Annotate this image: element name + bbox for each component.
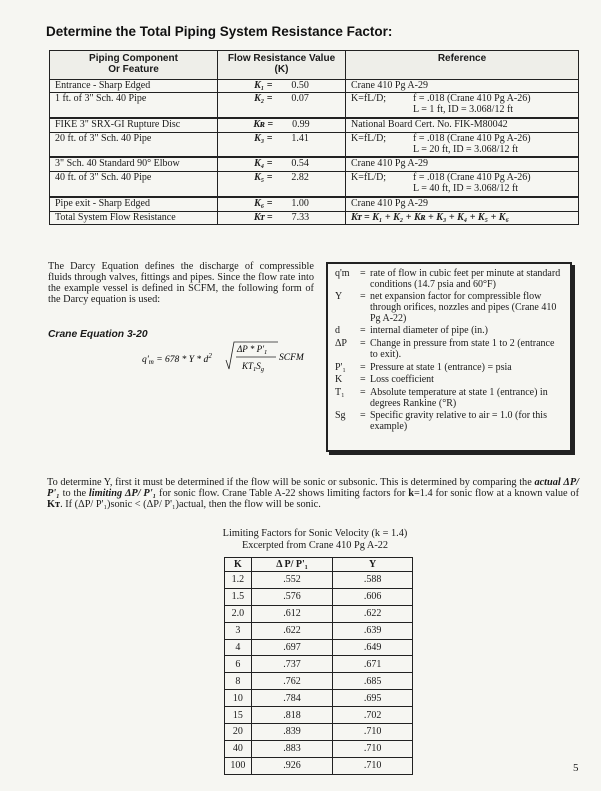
- para-part: to the: [59, 488, 89, 500]
- limiting-y-cell: .685: [333, 673, 413, 690]
- limiting-y-cell: .710: [333, 740, 413, 757]
- component-name: FIKE 3" SRX-GI Rupture Disc: [55, 118, 181, 130]
- limiting-y-cell: .695: [333, 690, 413, 707]
- sonic-paragraph: [47, 477, 579, 510]
- component-name: Entrance - Sharp Edged: [55, 79, 151, 91]
- reference-text: Crane 410 Pg A-29: [351, 158, 428, 170]
- component-name: 1 ft. of 3" Sch. 40 Pipe: [55, 93, 147, 105]
- legend-definition: net expansion factor for compressible flow through orifices, nozzles and pipes (Crane 410 Pg A-22): [370, 291, 557, 324]
- k-symbol: K₅ =: [254, 172, 273, 184]
- legend-row: [335, 339, 564, 360]
- header-reference: [346, 51, 579, 80]
- resistance-row: [50, 79, 579, 93]
- legend-row: [335, 269, 564, 290]
- legend-box: [326, 262, 572, 452]
- resistance-row: [50, 172, 579, 197]
- k-cell: [218, 197, 346, 211]
- limiting-k-cell: 15: [225, 707, 252, 724]
- limiting-y-cell: .622: [333, 605, 413, 622]
- limiting-row: [225, 673, 413, 690]
- resistance-row: [50, 211, 579, 225]
- resistance-table-header: [50, 51, 579, 80]
- limiting-row: [225, 639, 413, 656]
- legend-symbol: Sg: [335, 410, 346, 422]
- darcy-equation: [142, 336, 322, 380]
- limiting-dp-cell: .612: [251, 605, 333, 622]
- limiting-k-cell: 10: [225, 690, 252, 707]
- limiting-y-cell: .710: [333, 724, 413, 741]
- limiting-k-cell: 2.0: [225, 605, 252, 622]
- component-cell: [50, 132, 218, 157]
- reference-cell: [346, 172, 579, 197]
- legend-row: [335, 292, 564, 324]
- limiting-y-cell: .606: [333, 588, 413, 605]
- reference-text: K=fL/D;: [351, 132, 387, 144]
- legend-symbol: ΔP: [335, 338, 347, 350]
- legend-equals: =: [360, 268, 366, 279]
- resistance-row: [50, 157, 579, 171]
- para-kt: Kᴛ: [47, 499, 61, 511]
- reference-cell: [346, 211, 579, 225]
- resistance-row: [50, 93, 579, 118]
- equation-label: Crane Equation 3-20: [48, 329, 148, 340]
- legend-symbol: d: [335, 325, 340, 337]
- limiting-k-cell: 4: [225, 639, 252, 656]
- legend-symbol: q'm: [335, 268, 350, 279]
- header-reference-text: Reference: [437, 53, 487, 64]
- k-cell: [218, 118, 346, 132]
- component-cell: [50, 211, 218, 225]
- limiting-dp-cell: .784: [251, 690, 333, 707]
- para-part: for sonic flow. Crane Table A-22 shows limiting factors for: [156, 488, 409, 500]
- k-value: 1.41: [291, 132, 309, 144]
- reference-cell: [346, 93, 579, 118]
- k-cell: [218, 172, 346, 197]
- k-cell: [218, 132, 346, 157]
- limiting-caption: [190, 528, 440, 552]
- limiting-row: [225, 707, 413, 724]
- legend-row: [335, 326, 564, 337]
- header-k-text: Flow Resistance Value (K): [227, 53, 336, 75]
- legend-symbol: K: [335, 374, 343, 386]
- limiting-header-y: Y: [333, 558, 413, 572]
- k-cell: [218, 157, 346, 171]
- k-value: 2.82: [291, 172, 309, 184]
- reference-text: Crane 410 Pg A-29: [351, 197, 428, 209]
- k-value: 0.50: [291, 79, 309, 91]
- component-cell: [50, 172, 218, 197]
- legend-definition: internal diameter of pipe (in.): [370, 325, 489, 337]
- legend-symbol: P'₁: [335, 361, 346, 373]
- k-value: 0.99: [292, 118, 310, 130]
- limiting-dp-cell: .839: [251, 724, 333, 741]
- limiting-k-cell: 40: [225, 740, 252, 757]
- legend-symbol: Y: [335, 291, 343, 303]
- limiting-y-cell: .671: [333, 656, 413, 673]
- legend-definition: Absolute temperature at state 1 (entrance) in degrees Rankine (°R): [370, 386, 548, 409]
- k-symbol: K₁ =: [254, 79, 273, 91]
- reference-cell: [346, 197, 579, 211]
- limiting-k-cell: 3: [225, 622, 252, 639]
- k-symbol: K₂ =: [254, 93, 273, 105]
- limiting-caption-line2: Excerpted from Crane 410 Pg A-22: [241, 540, 389, 552]
- limiting-caption-line1: Limiting Factors for Sonic Velocity (k = 1.4): [222, 528, 408, 539]
- limiting-dp-cell: .552: [251, 572, 333, 589]
- k-value: 1.00: [291, 197, 309, 209]
- legend-definition: Pressure at state 1 (entrance) = psia: [370, 361, 512, 373]
- header-k: [218, 51, 346, 80]
- limiting-row: [225, 572, 413, 589]
- reference-text: Crane 410 Pg A-29: [351, 79, 428, 91]
- limiting-row: [225, 656, 413, 673]
- page-title: Determine the Total Piping System Resistance Factor:: [46, 24, 393, 39]
- page-number: 5: [573, 762, 579, 774]
- reference-cell: [346, 118, 579, 132]
- equation-denominator: $KT_1S_g$: [242, 361, 265, 373]
- limiting-dp-cell: .697: [251, 639, 333, 656]
- limiting-y-cell: .588: [333, 572, 413, 589]
- legend-equals: =: [360, 361, 366, 373]
- limiting-k-cell: 20: [225, 724, 252, 741]
- limiting-row: [225, 724, 413, 741]
- limiting-y-cell: .702: [333, 707, 413, 724]
- reference-text: K=fL/D;: [351, 172, 387, 184]
- k-cell: [218, 211, 346, 225]
- limiting-dp-cell: .622: [251, 622, 333, 639]
- legend-definition: Change in pressure from state 1 to 2 (entrance to exit).: [370, 338, 555, 360]
- k-symbol: K₆ =: [254, 197, 273, 209]
- equation-lhs: $q'_m = 678 * Y * d^2$: [142, 352, 212, 366]
- reference-detail: f = .018 (Crane 410 Pg A-26) L = 1 ft, ID = 3.068/12 ft: [413, 93, 531, 116]
- k-value: 7.33: [291, 211, 310, 223]
- limiting-factors-table: [224, 557, 413, 775]
- component-name: Pipe exit - Sharp Edged: [55, 197, 150, 209]
- header-component: [50, 51, 218, 80]
- reference-text: National Board Cert. No. FIK-M80042: [351, 118, 508, 130]
- limiting-row: [225, 622, 413, 639]
- legend-equals: =: [360, 338, 366, 350]
- para-part: . If (ΔP/ P'₁)sonic < (ΔP/ P'₁)actual, then the flow will be sonic.: [60, 499, 321, 511]
- equation-unit: SCFM: [279, 353, 304, 363]
- k-cell: [218, 79, 346, 93]
- para-part: To determine Y, first it must be determined if the flow will be sonic or subsonic. This is determined by comparing the: [47, 477, 535, 488]
- limiting-dp-cell: .762: [251, 673, 333, 690]
- component-name: 3" Sch. 40 Standard 90° Elbow: [55, 158, 180, 170]
- equation-numerator: ΔP * $P'_1$: [237, 344, 268, 356]
- legend-equals: =: [360, 386, 366, 398]
- limiting-row: [225, 588, 413, 605]
- k-value: 0.54: [291, 158, 309, 170]
- reference-text: Kᴛ = K₁ + K₂ + Kʀ + K₃ + K₄ + K₅ + K₆: [351, 211, 509, 223]
- limiting-y-cell: .639: [333, 622, 413, 639]
- legend-equals: =: [360, 325, 366, 337]
- limiting-k-cell: 1.2: [225, 572, 252, 589]
- reference-text: K=fL/D;: [351, 93, 387, 105]
- k-symbol: K₄ =: [254, 158, 273, 170]
- legend-equals: =: [360, 291, 366, 303]
- reference-detail: f = .018 (Crane 410 Pg A-26) L = 40 ft, ID = 3.068/12 ft: [413, 172, 531, 194]
- legend-definition: Loss coefficient: [370, 374, 434, 386]
- para-part: =1.4 for sonic flow at a known value of: [413, 488, 580, 500]
- legend-row: [335, 411, 564, 432]
- limiting-y-cell: .649: [333, 639, 413, 656]
- component-name: 40 ft. of 3" Sch. 40 Pipe: [55, 172, 152, 184]
- component-cell: [50, 93, 218, 118]
- limiting-header-row: [225, 558, 413, 572]
- legend-row: [335, 375, 564, 386]
- legend-row: [335, 388, 564, 409]
- component-name: Total System Flow Resistance: [55, 211, 176, 223]
- reference-cell: [346, 132, 579, 157]
- para-actual: actual ΔP/ P'₁: [47, 477, 580, 500]
- resistance-table: [49, 50, 579, 225]
- limiting-k-cell: 8: [225, 673, 252, 690]
- k-value: 0.07: [291, 93, 309, 105]
- legend-symbol: T₁: [335, 386, 345, 398]
- k-symbol: Kʀ =: [253, 118, 274, 130]
- limiting-row: [225, 690, 413, 707]
- para-limiting: limiting ΔP/ P'₁: [88, 488, 157, 500]
- k-cell: [218, 93, 346, 118]
- limiting-k-cell: 6: [225, 656, 252, 673]
- legend-row: [335, 363, 564, 374]
- limiting-k-cell: 1.5: [225, 588, 252, 605]
- header-component-text: Piping Component Or Feature: [89, 53, 178, 75]
- limiting-dp-cell: .737: [251, 656, 333, 673]
- reference-cell: [346, 79, 579, 93]
- component-cell: [50, 118, 218, 132]
- reference-cell: [346, 157, 579, 171]
- limiting-header-k: K: [225, 558, 252, 572]
- k-symbol: Kᴛ =: [253, 211, 273, 223]
- resistance-row: [50, 118, 579, 132]
- component-name: 20 ft. of 3" Sch. 40 Pipe: [55, 132, 152, 144]
- limiting-row: [225, 757, 413, 774]
- limiting-dp-cell: .883: [251, 740, 333, 757]
- component-cell: [50, 157, 218, 171]
- component-cell: [50, 79, 218, 93]
- limiting-k-cell: 100: [225, 757, 252, 774]
- resistance-row: [50, 197, 579, 211]
- para-k: k: [408, 488, 414, 500]
- legend-equals: =: [360, 410, 366, 422]
- reference-detail: f = .018 (Crane 410 Pg A-26) L = 20 ft, ID = 3.068/12 ft: [413, 132, 531, 155]
- limiting-row: [225, 740, 413, 757]
- limiting-y-cell: .710: [333, 757, 413, 774]
- limiting-dp-cell: .818: [251, 707, 333, 724]
- resistance-row: [50, 132, 579, 157]
- legend-equals: =: [360, 374, 366, 386]
- k-symbol: K₃ =: [254, 132, 273, 144]
- limiting-row: [225, 605, 413, 622]
- limiting-header-dp: Δ P/ P'₁: [251, 558, 333, 572]
- limiting-dp-cell: .926: [251, 757, 333, 774]
- legend-definition: rate of flow in cubic feet per minute at standard conditions (14.7 psia and 60°F): [370, 268, 561, 290]
- limiting-dp-cell: .576: [251, 588, 333, 605]
- intro-paragraph: The Darcy Equation defines the discharge of compressible fluids through valves, fittings and pipes. Since the flow rate into the example vessel is defined in SCFM, the following form of the Darcy equation is used:: [48, 261, 314, 305]
- legend-definition: Specific gravity relative to air = 1.0 (for this example): [370, 410, 547, 432]
- component-cell: [50, 197, 218, 211]
